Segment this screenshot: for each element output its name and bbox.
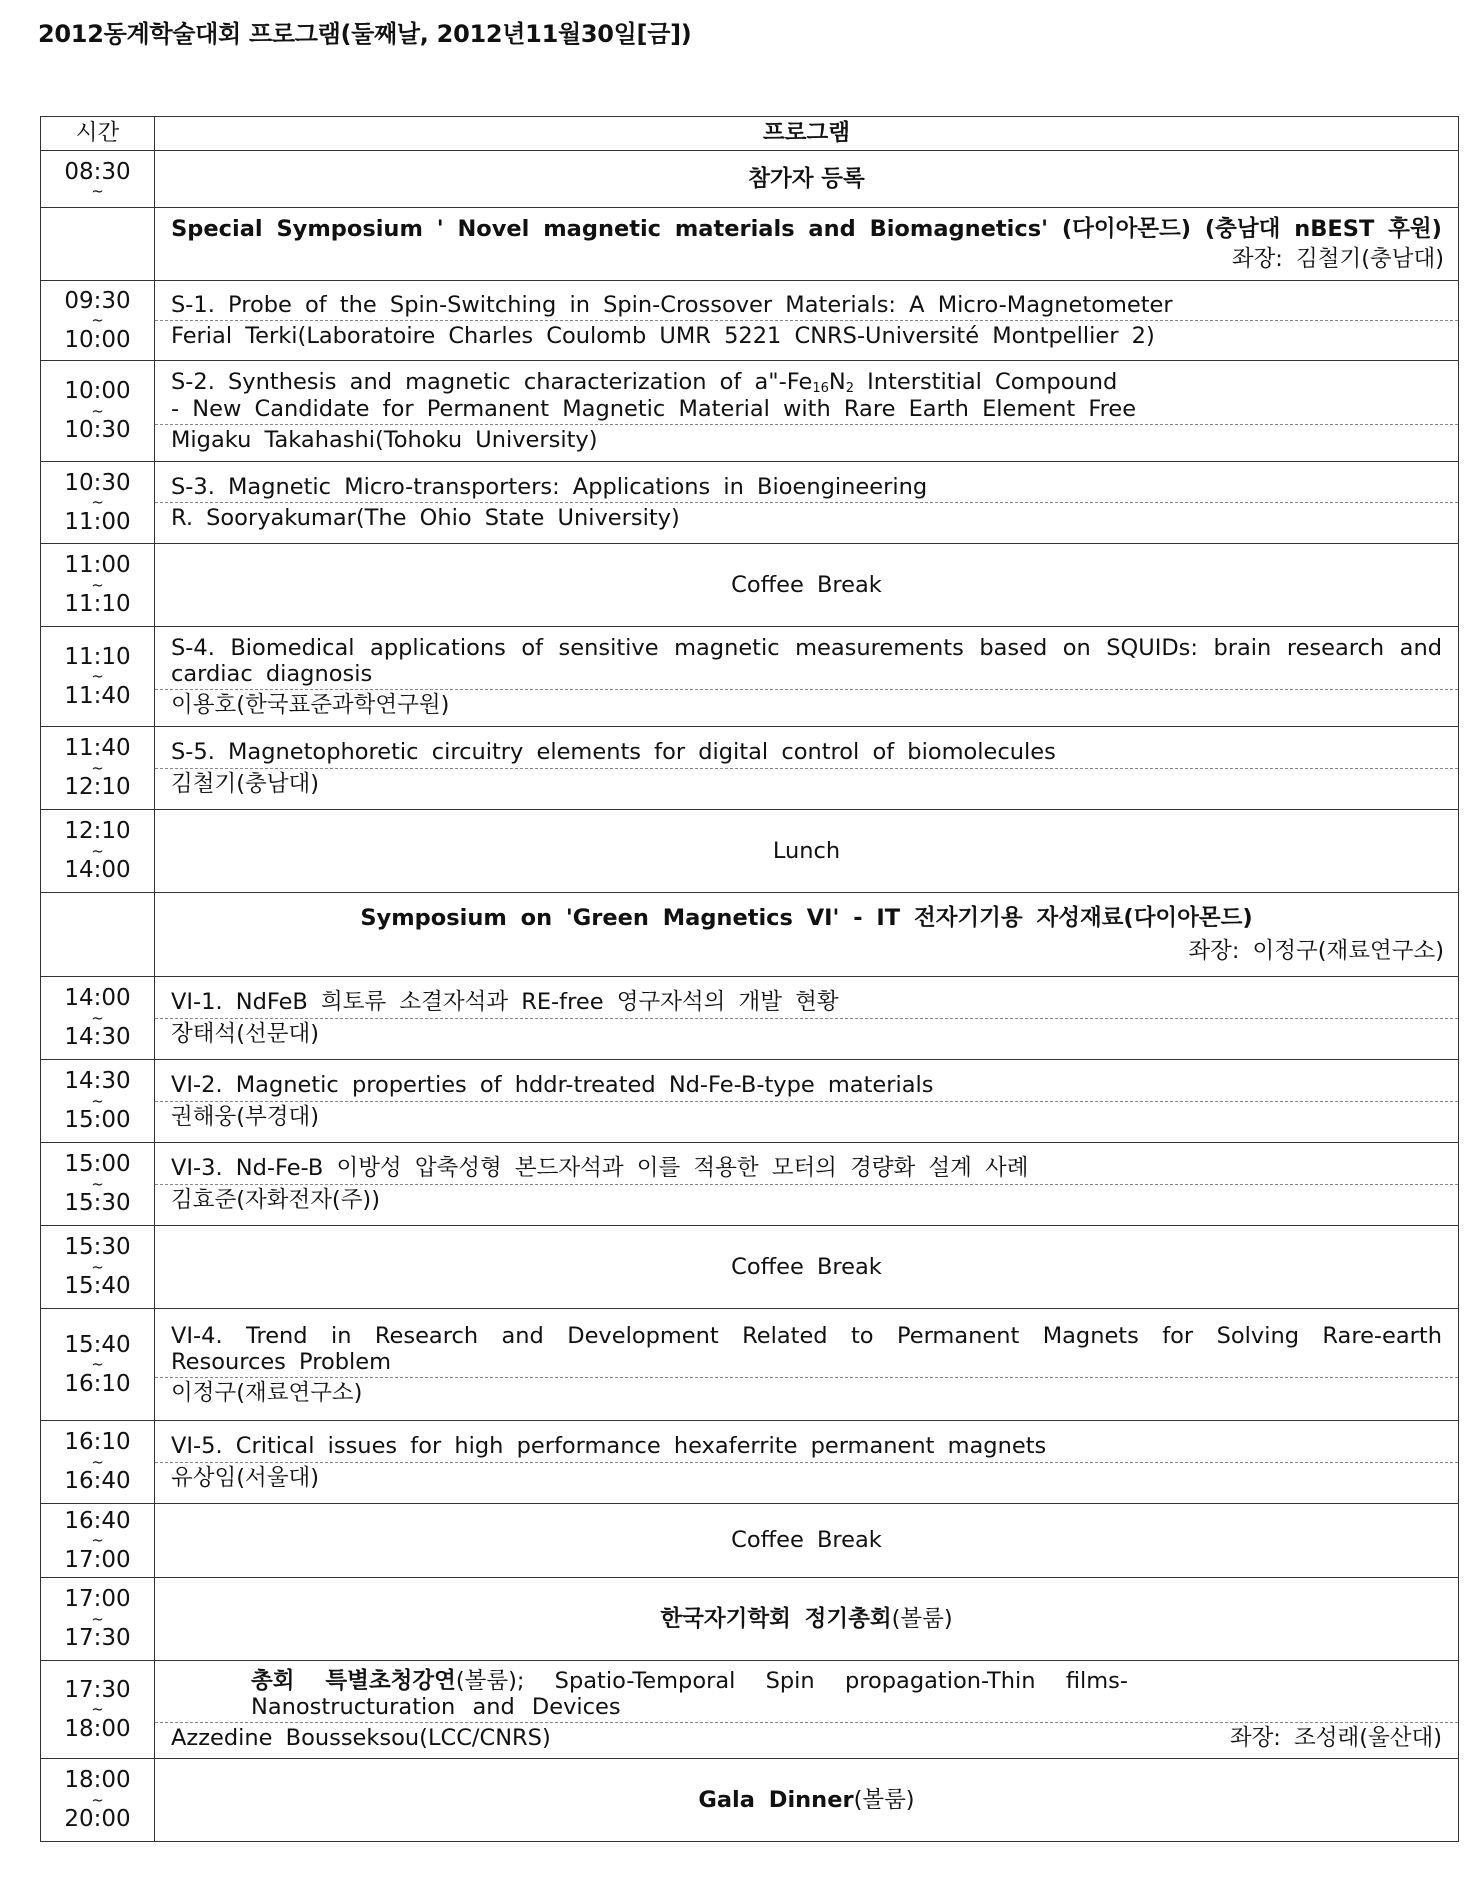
table-row	[41, 1143, 1459, 1226]
time-separator: ~	[91, 401, 104, 420]
table-row	[41, 810, 1459, 893]
time-end: 15:40	[64, 1273, 131, 1300]
talk-title: VI-2. Magnetic properties of hddr-treated Nd-Fe-B-type materials	[171, 1072, 934, 1099]
time-cell	[41, 1143, 155, 1226]
session-title	[155, 1578, 1459, 1661]
session-title-main: Gala Dinner	[698, 1786, 854, 1813]
table-row	[41, 1309, 1459, 1421]
time-start: 08:30	[64, 158, 131, 185]
program-cell	[155, 1143, 1459, 1226]
time-cell	[41, 1504, 155, 1578]
talk-title: VI-5. Critical issues for high performance hexaferrite permanent magnets	[171, 1433, 1047, 1460]
time-start: 10:30	[64, 469, 131, 496]
program-cell	[155, 627, 1459, 727]
symposium-title: Special Symposium ' Novel magnetic materials and Biomagnetics' (다이아몬드) (충남대 nBEST 후원)	[171, 215, 1442, 242]
time-separator: ~	[91, 311, 104, 330]
program-column-header: 프로그램	[155, 117, 1459, 151]
time-separator: ~	[91, 1531, 104, 1550]
talk-title-prefix: S-2. Synthesis and magnetic characterization of a"-Fe	[171, 368, 813, 395]
time-separator: ~	[91, 758, 104, 777]
speaker-name: R. Sooryakumar(The Ohio State University)	[155, 502, 1458, 533]
talk-subscript: 16	[812, 380, 829, 396]
time-cell	[41, 977, 155, 1060]
table-row	[41, 1759, 1459, 1842]
time-cell	[41, 1226, 155, 1309]
time-cell	[41, 462, 155, 544]
chair-label: 좌장: 조성래(울산대)	[1229, 1725, 1442, 1752]
talk-title: VI-4. Trend in Research and Development Related to Permanent Magnets for Solving Rare-earth Resources Problem	[171, 1322, 1442, 1375]
talk-title: S-4. Biomedical applications of sensitive magnetic measurements based on SQUIDs: brain research and cardiac diagnosis	[171, 634, 1442, 687]
time-start: 16:40	[64, 1507, 131, 1534]
speaker-row	[155, 1722, 1458, 1753]
table-header-row	[41, 117, 1459, 151]
time-start: 15:30	[64, 1234, 131, 1261]
chair-label: 좌장: 김철기(충남대)	[1231, 246, 1444, 272]
session-title: 참가자 등록	[155, 151, 1459, 208]
time-separator: ~	[91, 1355, 104, 1374]
table-row	[41, 208, 1459, 281]
time-end: 20:00	[64, 1806, 131, 1833]
talk-subscript: 2	[845, 380, 854, 396]
talk-title	[155, 1666, 1458, 1723]
program-cell	[155, 208, 1459, 281]
talk-title: VI-1. NdFeB 희토류 소결자석과 RE-free 영구자석의 개발 현황	[171, 989, 839, 1016]
time-start: 14:00	[64, 985, 131, 1012]
talk-title-main: 총회 특별초청강연	[251, 1667, 456, 1694]
time-start: 09:30	[64, 287, 131, 314]
talk-title: S-1. Probe of the Spin-Switching in Spin-Crossover Materials: A Micro-Magnetometer	[171, 291, 1173, 318]
time-end: 12:10	[64, 774, 131, 801]
program-cell	[155, 462, 1459, 544]
time-cell	[41, 281, 155, 361]
time-separator: ~	[91, 1257, 104, 1276]
table-row	[41, 361, 1459, 462]
time-cell	[41, 1060, 155, 1143]
time-start: 11:40	[64, 735, 131, 762]
program-cell	[155, 977, 1459, 1060]
time-start: 15:00	[64, 1151, 131, 1178]
program-cell	[155, 1060, 1459, 1143]
time-start: 11:00	[64, 552, 131, 579]
time-separator: ~	[91, 1700, 104, 1719]
session-venue: (볼룸)	[891, 1605, 953, 1632]
time-start: 10:00	[64, 378, 131, 405]
session-title	[155, 1759, 1459, 1842]
break-label: Coffee Break	[155, 1226, 1459, 1309]
time-cell	[41, 544, 155, 627]
speaker-name: 유상임(서울대)	[155, 1462, 1458, 1493]
program-cell	[155, 727, 1459, 810]
session-title-main: 한국자기학회 정기총회	[660, 1605, 892, 1632]
time-cell	[41, 1309, 155, 1421]
time-cell	[41, 361, 155, 462]
time-end: 10:30	[64, 417, 131, 444]
time-end: 10:00	[64, 326, 131, 353]
table-row	[41, 462, 1459, 544]
time-separator: ~	[91, 575, 104, 594]
time-end: 16:40	[64, 1468, 131, 1495]
time-cell	[41, 1421, 155, 1504]
program-cell	[155, 893, 1459, 977]
time-separator: ~	[91, 1452, 104, 1471]
time-end: 14:30	[64, 1024, 131, 1051]
table-row	[41, 1060, 1459, 1143]
speaker-name: Ferial Terki(Laboratoire Charles Coulomb UMR 5221 CNRS-Université Montpellier 2)	[155, 320, 1458, 351]
talk-title-line2: - New Candidate for Permanent Magnetic Material with Rare Earth Element Free	[171, 395, 1137, 422]
table-row	[41, 1578, 1459, 1661]
time-separator: ~	[91, 1174, 104, 1193]
time-separator: ~	[91, 182, 104, 201]
talk-title-mid: N	[828, 368, 846, 395]
speaker-name: 김효준(자화전자(주))	[155, 1184, 1458, 1215]
symposium-title: Symposium on 'Green Magnetics VI' - IT 전자기기용 자성재료(다이아몬드)	[360, 905, 1253, 932]
time-start: 18:00	[64, 1767, 131, 1794]
break-label: Lunch	[155, 810, 1459, 893]
time-start: 17:00	[64, 1586, 131, 1613]
chair-label: 좌장: 이정구(재료연구소)	[1188, 937, 1444, 964]
talk-title: S-3. Magnetic Micro-transporters: Applications in Bioengineering	[171, 473, 928, 500]
speaker-name: 이정구(재료연구소)	[155, 1377, 1458, 1408]
time-separator: ~	[91, 667, 104, 686]
time-separator: ~	[91, 1790, 104, 1809]
talk-title-suffix: Interstitial Compound	[854, 368, 1118, 395]
speaker-name: Migaku Takahashi(Tohoku University)	[155, 424, 1458, 455]
table-row	[41, 627, 1459, 727]
time-cell	[41, 893, 155, 977]
time-cell	[41, 1578, 155, 1661]
program-cell	[155, 1309, 1459, 1421]
time-cell	[41, 1661, 155, 1759]
table-row	[41, 1504, 1459, 1578]
time-cell	[41, 810, 155, 893]
time-separator: ~	[91, 1008, 104, 1027]
speaker-name: Azzedine Bousseksou(LCC/CNRS)	[171, 1725, 551, 1752]
talk-title-rest: (볼룸); Spatio-Temporal Spin propagation-Thin films-Nanostructuration and Devices	[251, 1667, 1128, 1720]
talk-title: VI-3. Nd-Fe-B 이방성 압축성형 본드자석과 이를 적용한 모터의 경량화 설계 사례	[171, 1155, 1029, 1182]
time-separator: ~	[91, 841, 104, 860]
time-end: 15:00	[64, 1107, 131, 1134]
time-end: 14:00	[64, 857, 131, 884]
program-cell	[155, 281, 1459, 361]
time-separator: ~	[91, 1609, 104, 1628]
break-label: Coffee Break	[155, 544, 1459, 627]
time-start: 14:30	[64, 1068, 131, 1095]
time-start: 17:30	[64, 1676, 131, 1703]
time-cell	[41, 208, 155, 281]
time-end: 15:30	[64, 1190, 131, 1217]
schedule-table	[40, 116, 1459, 1842]
program-cell	[155, 1661, 1459, 1759]
speaker-name: 김철기(충남대)	[155, 768, 1458, 799]
time-end: 17:30	[64, 1625, 131, 1652]
time-end: 11:40	[64, 682, 131, 709]
table-row	[41, 727, 1459, 810]
time-start: 11:10	[64, 643, 131, 670]
speaker-name: 권해웅(부경대)	[155, 1101, 1458, 1132]
table-row	[41, 151, 1459, 208]
table-row	[41, 1226, 1459, 1309]
time-end: 11:10	[64, 591, 131, 618]
time-start: 15:40	[64, 1331, 131, 1358]
time-separator: ~	[91, 493, 104, 512]
table-row	[41, 1421, 1459, 1504]
speaker-name: 장태석(선문대)	[155, 1018, 1458, 1049]
table-row	[41, 977, 1459, 1060]
table-row	[41, 1661, 1459, 1759]
table-row	[41, 544, 1459, 627]
time-cell	[41, 1759, 155, 1842]
time-end: 17:00	[64, 1546, 131, 1573]
time-cell	[41, 727, 155, 810]
program-cell	[155, 361, 1459, 462]
time-end: 16:10	[64, 1370, 131, 1397]
program-cell	[155, 1421, 1459, 1504]
time-end: 18:00	[64, 1715, 131, 1742]
time-separator: ~	[91, 1091, 104, 1110]
talk-title: S-5. Magnetophoretic circuitry elements for digital control of biomolecules	[171, 739, 1056, 766]
time-column-header: 시간	[41, 117, 155, 151]
talk-title	[155, 367, 1458, 425]
time-start: 12:10	[64, 818, 131, 845]
time-start: 16:10	[64, 1429, 131, 1456]
time-cell	[41, 627, 155, 727]
table-row	[41, 281, 1459, 361]
break-label: Coffee Break	[155, 1504, 1459, 1578]
session-venue: (볼룸)	[853, 1786, 915, 1813]
speaker-name: 이용호(한국표준과학연구원)	[155, 689, 1458, 720]
table-row	[41, 893, 1459, 977]
page-title: 2012동계학술대회 프로그램(둘째날, 2012년11월30일[금])	[38, 20, 692, 48]
time-cell	[41, 151, 155, 208]
time-end: 11:00	[64, 508, 131, 535]
